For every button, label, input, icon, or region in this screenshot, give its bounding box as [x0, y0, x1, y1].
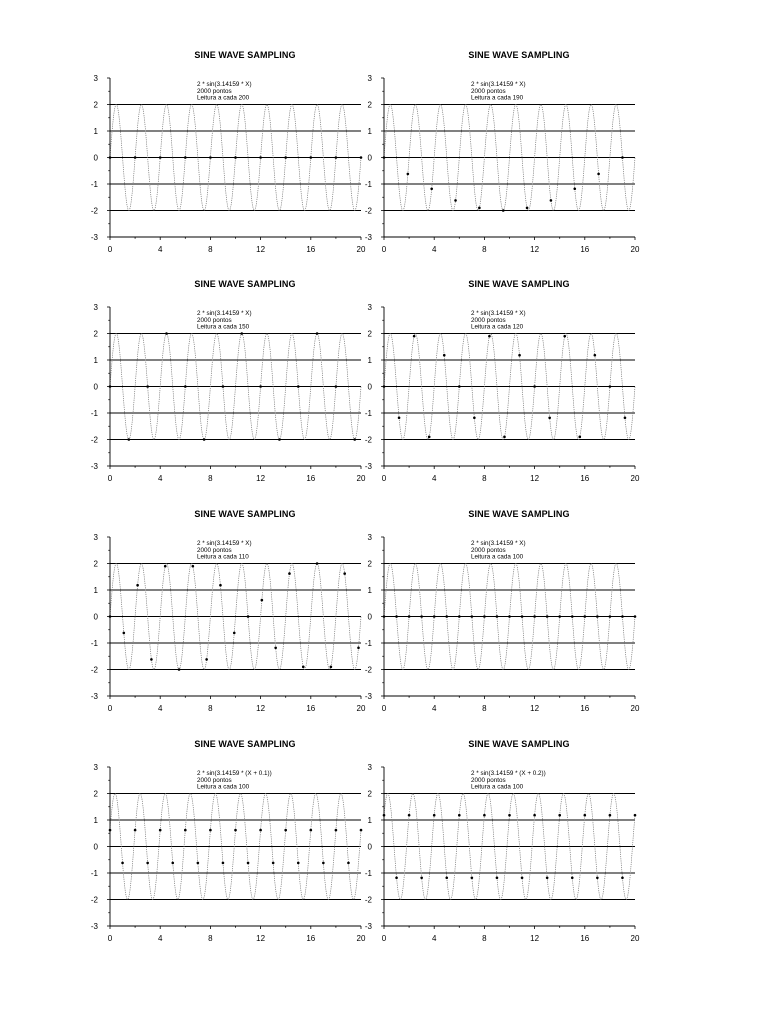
sample-point — [247, 862, 250, 865]
sample-point — [483, 615, 486, 618]
x-tick-label: 16 — [306, 245, 316, 254]
sample-point — [310, 829, 313, 832]
x-tick-label: 16 — [580, 704, 590, 713]
chart-title: SINE WAVE SAMPLING — [194, 279, 296, 289]
sample-point — [165, 332, 168, 335]
formula-annotation: 2 * sin(3.14159 * X) — [197, 81, 252, 88]
formula-annotation: Leitura a cada 150 — [197, 323, 250, 331]
y-tick-label: 0 — [93, 382, 98, 392]
y-tick-label: -1 — [364, 869, 372, 878]
y-tick-label: 0 — [367, 382, 372, 392]
sample-point — [634, 814, 637, 817]
y-tick-label: 3 — [367, 533, 372, 542]
sample-point — [526, 207, 529, 210]
sample-point — [420, 615, 423, 618]
sample-point — [383, 615, 386, 618]
chart-7-plot — [90, 739, 390, 954]
y-tick-label: -3 — [364, 233, 372, 242]
x-tick-label: 12 — [530, 704, 540, 713]
y-tick-label: -2 — [364, 665, 372, 675]
sample-point — [347, 862, 350, 865]
sample-point — [395, 876, 398, 879]
sample-point — [146, 385, 149, 388]
y-tick-label: 3 — [367, 763, 372, 772]
sample-point — [508, 814, 511, 817]
formula-annotation: Leitura a cada 120 — [471, 323, 524, 331]
x-tick-label: 16 — [306, 704, 316, 713]
sample-point — [383, 814, 386, 817]
formula-annotation: 2000 pontos — [471, 316, 506, 324]
formula-annotation: 2000 pontos — [197, 546, 232, 554]
y-tick-label: 2 — [367, 100, 372, 110]
sample-point — [503, 436, 506, 439]
chart-panel-1 — [90, 50, 390, 270]
sample-point — [159, 829, 162, 832]
sample-point — [171, 862, 174, 865]
sample-point — [496, 876, 499, 879]
formula-annotation: Leitura a cada 100 — [197, 783, 250, 791]
x-tick-label: 8 — [482, 474, 487, 483]
sample-point — [408, 615, 411, 618]
x-tick-label: 0 — [107, 245, 113, 254]
chart-3-plot — [90, 279, 390, 494]
y-tick-label: 1 — [367, 127, 372, 136]
sample-point — [413, 335, 416, 338]
y-tick-label: 1 — [93, 816, 98, 825]
sample-point — [578, 436, 581, 439]
sample-point — [471, 615, 474, 618]
sample-point — [408, 814, 411, 817]
x-tick-label: 8 — [482, 245, 487, 254]
formula-annotation: 2 * sin(3.14159 * (X + 0.1)) — [197, 770, 272, 777]
formula-annotation: 2000 pontos — [471, 546, 506, 554]
y-tick-label: 1 — [93, 586, 98, 595]
y-tick-label: -1 — [90, 409, 98, 418]
x-tick-label: 12 — [256, 704, 266, 713]
y-tick-label: 0 — [367, 612, 372, 622]
y-tick-label: -2 — [90, 435, 98, 445]
sample-point — [322, 862, 325, 865]
y-tick-label: 3 — [367, 74, 372, 83]
sample-point — [330, 666, 333, 669]
sample-point — [360, 156, 363, 159]
sample-point — [150, 658, 153, 661]
sample-point — [563, 335, 566, 338]
x-tick-label: 20 — [356, 474, 366, 483]
x-tick-label: 4 — [157, 474, 163, 483]
y-tick-label: 1 — [367, 586, 372, 595]
chart-title: SINE WAVE SAMPLING — [194, 509, 296, 519]
sample-point — [261, 599, 264, 602]
y-tick-label: 0 — [93, 153, 98, 163]
x-tick-label: 0 — [107, 474, 113, 483]
sample-point — [496, 615, 499, 618]
sample-point — [584, 615, 587, 618]
y-tick-label: 2 — [93, 329, 98, 339]
x-tick-label: 20 — [356, 934, 366, 943]
x-tick-label: 16 — [580, 474, 590, 483]
sample-point — [573, 187, 576, 190]
chart-panel-2 — [364, 50, 664, 270]
y-tick-label: 2 — [367, 559, 372, 569]
y-tick-label: 2 — [93, 100, 98, 110]
sample-point — [184, 385, 187, 388]
sample-point — [433, 615, 436, 618]
sample-point — [134, 156, 137, 159]
y-tick-label: -2 — [364, 435, 372, 445]
sample-point — [594, 354, 597, 357]
chart-6-plot — [364, 509, 664, 724]
formula-annotation: 2 * sin(3.14159 * X) — [197, 310, 252, 317]
chart-2-plot — [364, 50, 664, 265]
formula-annotation: Leitura a cada 110 — [197, 553, 249, 561]
sample-point — [219, 584, 222, 587]
formula-annotation: Leitura a cada 100 — [471, 553, 524, 561]
x-tick-label: 12 — [530, 245, 540, 254]
sample-point — [433, 814, 436, 817]
sample-point — [259, 829, 262, 832]
x-tick-label: 16 — [306, 934, 316, 943]
x-tick-label: 4 — [431, 704, 437, 713]
x-tick-label: 16 — [580, 934, 590, 943]
sample-point — [222, 385, 225, 388]
x-tick-label: 12 — [256, 934, 266, 943]
sample-point — [596, 615, 599, 618]
sample-point — [134, 829, 137, 832]
chart-4-plot — [364, 279, 664, 494]
chart-8-plot — [364, 739, 664, 954]
x-tick-label: 4 — [431, 245, 437, 254]
sample-point — [343, 572, 346, 575]
sample-point — [288, 572, 291, 575]
formula-annotation: 2000 pontos — [197, 87, 232, 95]
y-tick-label: 0 — [367, 153, 372, 163]
formula-annotation: 2 * sin(3.14159 * X) — [197, 540, 252, 547]
sample-point — [383, 156, 386, 159]
x-tick-label: 0 — [381, 934, 387, 943]
formula-annotation: 2 * sin(3.14159 * (X + 0.2)) — [471, 770, 546, 777]
sample-point — [128, 438, 131, 441]
y-tick-label: 2 — [93, 789, 98, 799]
chart-title: SINE WAVE SAMPLING — [468, 509, 570, 519]
x-tick-label: 20 — [356, 704, 366, 713]
sample-point — [521, 615, 524, 618]
sample-point — [483, 814, 486, 817]
formula-annotation: 2 * sin(3.14159 * X) — [471, 310, 526, 317]
x-tick-label: 12 — [530, 474, 540, 483]
sample-point — [234, 156, 237, 159]
sample-point — [473, 416, 476, 419]
chart-1-plot — [90, 50, 390, 265]
y-tick-label: -3 — [90, 233, 98, 242]
sample-point — [178, 668, 181, 671]
x-tick-label: 4 — [157, 934, 163, 943]
sample-point — [184, 829, 187, 832]
chart-panel-3 — [90, 279, 390, 499]
chart-panel-6 — [364, 509, 664, 729]
sample-point — [571, 615, 574, 618]
sample-point — [478, 207, 481, 210]
sample-point — [233, 632, 236, 635]
sample-point — [546, 876, 549, 879]
y-tick-label: -2 — [90, 665, 98, 675]
x-tick-label: 0 — [381, 474, 387, 483]
x-tick-label: 20 — [630, 474, 640, 483]
formula-annotation: Leitura a cada 100 — [471, 783, 524, 791]
sample-point — [209, 156, 212, 159]
sample-point — [621, 615, 624, 618]
sample-point — [533, 814, 536, 817]
sample-point — [136, 584, 139, 587]
x-tick-label: 20 — [630, 245, 640, 254]
sample-point — [621, 876, 624, 879]
sample-point — [458, 385, 461, 388]
sample-point — [558, 814, 561, 817]
sample-point — [458, 615, 461, 618]
formula-annotation: 2000 pontos — [197, 316, 232, 324]
x-tick-label: 0 — [381, 704, 387, 713]
y-tick-label: 3 — [93, 74, 98, 83]
sample-point — [445, 615, 448, 618]
y-tick-label: 3 — [93, 533, 98, 542]
x-tick-label: 4 — [431, 474, 437, 483]
y-tick-label: -2 — [364, 895, 372, 905]
sample-point — [274, 646, 277, 649]
y-tick-label: -1 — [90, 639, 98, 648]
sample-point — [222, 862, 225, 865]
x-tick-label: 16 — [580, 245, 590, 254]
formula-annotation: Leitura a cada 200 — [197, 94, 250, 102]
chart-5-plot — [90, 509, 390, 724]
x-tick-label: 12 — [530, 934, 540, 943]
sample-point — [192, 565, 195, 568]
chart-title: SINE WAVE SAMPLING — [194, 739, 296, 749]
sample-point — [297, 862, 300, 865]
y-tick-label: 0 — [93, 842, 98, 852]
y-tick-label: -2 — [364, 206, 372, 216]
formula-annotation: 2 * sin(3.14159 * X) — [471, 540, 526, 547]
y-tick-label: -1 — [90, 869, 98, 878]
y-tick-label: 2 — [93, 559, 98, 569]
y-tick-label: -1 — [364, 409, 372, 418]
sample-point — [584, 814, 587, 817]
formula-annotation: 2 * sin(3.14159 * X) — [471, 81, 526, 88]
sample-point — [471, 876, 474, 879]
y-tick-label: -1 — [364, 180, 372, 189]
y-tick-label: 2 — [367, 789, 372, 799]
chart-title: SINE WAVE SAMPLING — [468, 739, 570, 749]
sample-point — [109, 615, 112, 618]
sample-point — [109, 156, 112, 159]
sample-point — [109, 829, 112, 832]
chart-panel-4 — [364, 279, 664, 499]
y-tick-label: -3 — [90, 692, 98, 701]
chart-panel-5 — [90, 509, 390, 729]
sample-point — [596, 876, 599, 879]
sample-point — [240, 332, 243, 335]
y-tick-label: -2 — [90, 895, 98, 905]
sample-point — [164, 565, 167, 568]
x-tick-label: 12 — [256, 474, 266, 483]
sample-point — [634, 615, 637, 618]
sample-point — [109, 385, 112, 388]
sample-point — [310, 156, 313, 159]
sample-point — [502, 209, 505, 212]
y-tick-label: 0 — [93, 612, 98, 622]
sample-point — [335, 156, 338, 159]
chart-panel-8 — [364, 739, 664, 959]
y-tick-label: 3 — [93, 303, 98, 312]
sample-point — [533, 385, 536, 388]
x-tick-label: 20 — [356, 245, 366, 254]
y-tick-label: 1 — [367, 356, 372, 365]
sample-point — [546, 615, 549, 618]
y-tick-label: -3 — [364, 462, 372, 471]
sample-point — [357, 646, 360, 649]
sample-point — [558, 615, 561, 618]
sample-point — [597, 173, 600, 176]
y-tick-label: 3 — [367, 303, 372, 312]
sample-point — [272, 862, 275, 865]
sample-point — [609, 814, 612, 817]
x-tick-label: 0 — [107, 934, 113, 943]
x-tick-label: 0 — [107, 704, 113, 713]
y-tick-label: -3 — [90, 462, 98, 471]
sample-point — [184, 156, 187, 159]
sample-point — [383, 385, 386, 388]
sample-point — [159, 156, 162, 159]
x-tick-label: 12 — [256, 245, 266, 254]
x-tick-label: 8 — [482, 704, 487, 713]
y-tick-label: 2 — [367, 329, 372, 339]
sample-point — [548, 416, 551, 419]
sample-point — [428, 436, 431, 439]
sample-point — [360, 829, 363, 832]
sample-point — [284, 829, 287, 832]
y-tick-label: 1 — [367, 816, 372, 825]
x-tick-label: 0 — [381, 245, 387, 254]
sample-point — [454, 199, 457, 202]
sample-point — [121, 862, 124, 865]
x-tick-label: 8 — [208, 245, 213, 254]
sample-point — [571, 876, 574, 879]
sample-point — [521, 876, 524, 879]
sample-point — [395, 615, 398, 618]
sample-point — [624, 416, 627, 419]
x-tick-label: 8 — [208, 474, 213, 483]
y-tick-label: -1 — [364, 639, 372, 648]
y-tick-label: -3 — [90, 922, 98, 931]
x-tick-label: 16 — [306, 474, 316, 483]
sample-point — [609, 385, 612, 388]
sample-point — [316, 562, 319, 565]
formula-annotation: 2000 pontos — [471, 776, 506, 784]
sample-point — [407, 173, 410, 176]
x-tick-label: 4 — [431, 934, 437, 943]
sample-point — [146, 862, 149, 865]
y-tick-label: 3 — [93, 763, 98, 772]
sample-point — [297, 385, 300, 388]
x-tick-label: 20 — [630, 934, 640, 943]
x-tick-label: 20 — [630, 704, 640, 713]
y-tick-label: -2 — [90, 206, 98, 216]
x-tick-label: 4 — [157, 704, 163, 713]
chart-title: SINE WAVE SAMPLING — [468, 279, 570, 289]
y-tick-label: -1 — [90, 180, 98, 189]
x-tick-label: 4 — [157, 245, 163, 254]
sample-point — [621, 156, 624, 159]
sample-point — [209, 829, 212, 832]
sample-point — [234, 829, 237, 832]
y-tick-label: 0 — [367, 842, 372, 852]
sample-point — [197, 862, 200, 865]
y-tick-label: -3 — [364, 922, 372, 931]
x-tick-label: 8 — [208, 704, 213, 713]
sample-point — [458, 814, 461, 817]
sample-point — [335, 385, 338, 388]
sample-point — [488, 335, 491, 338]
sample-point — [123, 632, 126, 635]
sample-point — [259, 156, 262, 159]
sample-point — [316, 332, 319, 335]
sample-point — [430, 187, 433, 190]
sample-point — [550, 199, 553, 202]
formula-annotation: Leitura a cada 190 — [471, 94, 524, 102]
y-tick-label: 1 — [93, 356, 98, 365]
sample-point — [533, 615, 536, 618]
sample-point — [353, 438, 356, 441]
sample-point — [278, 438, 281, 441]
sample-point — [518, 354, 521, 357]
sample-point — [259, 385, 262, 388]
formula-annotation: 2000 pontos — [197, 776, 232, 784]
sample-point — [445, 876, 448, 879]
chart-title: SINE WAVE SAMPLING — [468, 50, 570, 60]
sample-point — [398, 416, 401, 419]
chart-panel-7 — [90, 739, 390, 959]
chart-title: SINE WAVE SAMPLING — [194, 50, 296, 60]
y-tick-label: -3 — [364, 692, 372, 701]
sample-point — [335, 829, 338, 832]
sample-point — [203, 438, 206, 441]
sample-point — [302, 666, 305, 669]
sample-point — [247, 615, 250, 618]
sample-point — [609, 615, 612, 618]
sample-point — [420, 876, 423, 879]
y-tick-label: 1 — [93, 127, 98, 136]
sample-point — [284, 156, 287, 159]
formula-annotation: 2000 pontos — [471, 87, 506, 95]
x-tick-label: 8 — [482, 934, 487, 943]
sample-point — [508, 615, 511, 618]
sample-point — [443, 354, 446, 357]
x-tick-label: 8 — [208, 934, 213, 943]
sample-point — [205, 658, 208, 661]
